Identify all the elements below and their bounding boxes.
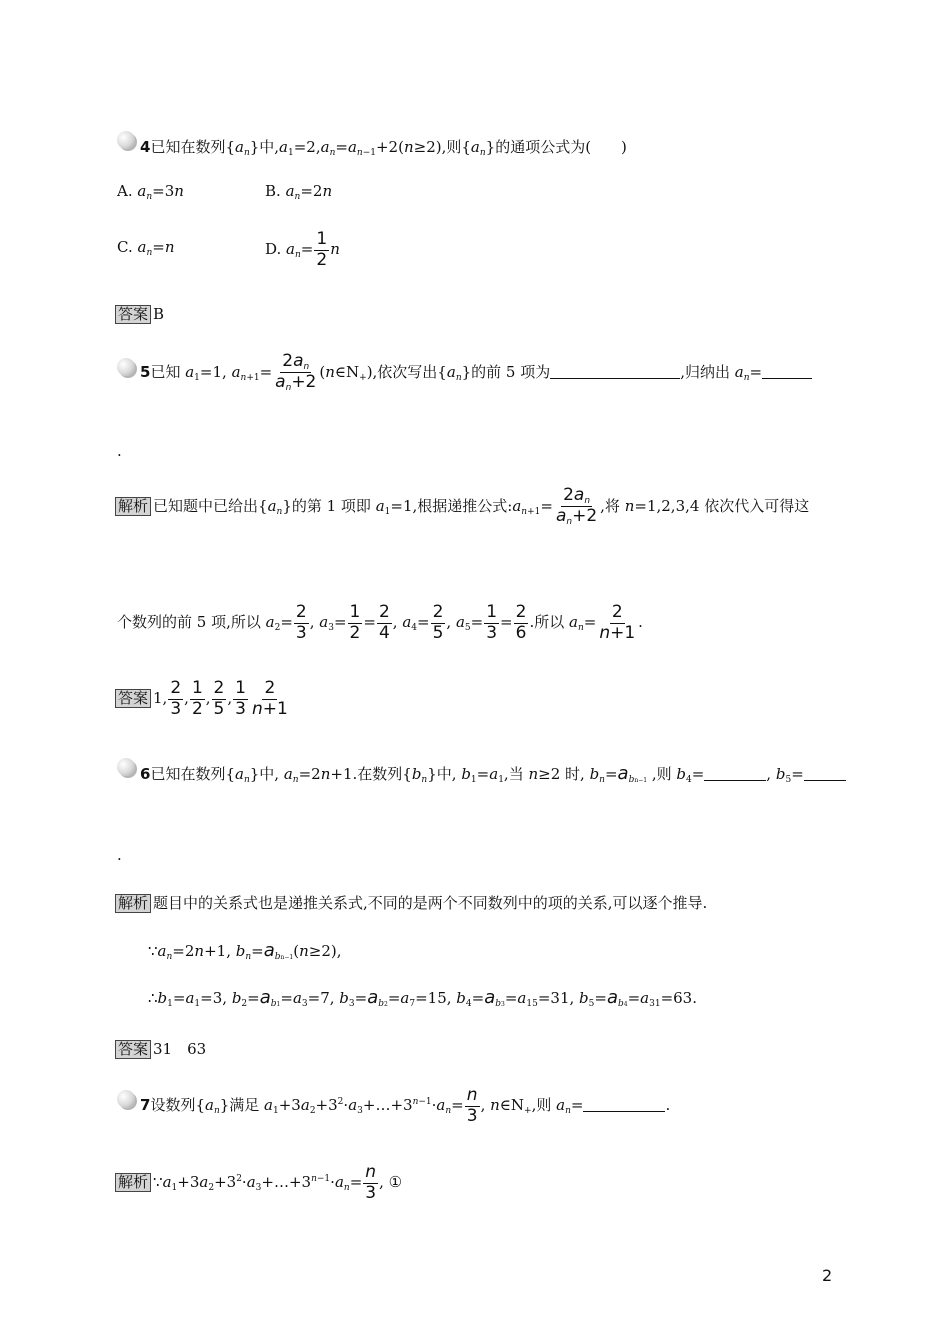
question-marker-icon <box>117 758 135 776</box>
analysis-6-line-1: 解析 题目中的关系式也是递推关系式,不同的是两个不同数列中的项的关系,可以逐个推导. <box>115 892 707 913</box>
option-b[interactable]: B. $a_n=2n$ <box>265 182 333 202</box>
option-a[interactable]: A. $a_n=3n$ <box>117 182 184 202</box>
option-d[interactable]: D. $a_n=$ $\frac{1}{2}$ n <box>265 229 340 270</box>
question-6-period: . <box>117 846 122 864</box>
analysis-tag: 解析 <box>115 497 151 516</box>
analysis-6-line-3: $\therefore b_1=a_1=3$, $b_2=a_{b1}=a_3=7$, $b_3=a_{b2}=a_7=15$, $b_4=a_{b3}=a_{15}=31$, $b_5=a_{b4}=a_{31}=63$. <box>148 987 697 1009</box>
page-number: 2 <box>822 1266 833 1285</box>
analysis-tag: 解析 <box>115 894 151 913</box>
analysis-7-line-1: 解析 $\because a_1+3a_2+3^2\cdot a_3+\dots+3^{n-1}\cdot a_n=$ $\frac{n}{3}$ , ① <box>115 1163 402 1203</box>
answer-5: 答案 1, $\frac{2}{3}$ , $\frac{1}{2}$ , $\frac{2}{5}$ , $\frac{1}{3}$ $\frac{2}{n+1}$ <box>115 679 291 719</box>
question-5-stem: 5已知 $a_1=1$, $a_{n+1}=$ $\frac{2a_n}{a_n+2}$ $(n\in N_+)$,依次写出$\{a_n\}$的前 5 项为 ,归纳出 $a_n=$ <box>140 352 812 394</box>
option-c[interactable]: C. $a_n=n$ <box>117 238 175 258</box>
question-marker-icon <box>117 131 135 149</box>
answer-4 <box>115 305 164 324</box>
analysis-5-line-1: 解析 已知题中已给出$\{a_n\}$的第 1 项即 $a_1=1$,根据递推公式$:a_{n+1}=$ $\frac{2a_n}{a_n+2}$ ,将 n=1,2,3,4 依次代入可得这 <box>115 486 809 528</box>
question-7-stem: 7设数列$\{a_n\}$满足 $a_1+3a_2+3^2\cdot a_3+\dots+3^{n-1}\cdot a_n=$ $\frac{n}{3}$ , $n\in N_+$,则 $a_n=$ . <box>140 1085 671 1126</box>
answer-tag: 答案 <box>115 689 151 708</box>
question-5-period: . <box>117 442 122 460</box>
question-marker-icon <box>117 358 135 376</box>
answer-tag: 答案 <box>115 1040 151 1059</box>
question-4-stem: 4已知在数列$\{a_n\}$中$,a_1=2,a_n=a_{n-1}+2(n\ge 2)$,则$\{a_n\}$的通项公式为( ) <box>140 138 627 158</box>
analysis-tag: 解析 <box>115 1173 151 1192</box>
question-6-stem: 6已知在数列$\{a_n\}$中, $a_n=2n+1$.在数列$\{b_n\}$中, $b_1=a_1$,当 n≥2 时, $b_n=a_{bn-1}$ ,则 $b_4=$ , $b_5=$ <box>140 763 846 785</box>
analysis-5-line-2: 个数列的前 5 项,所以 $a_2=$ $\frac{2}{3}$ , $a_3=$ $\frac{1}{2}$ = $\frac{2}{4}$ , $a_4=$ $\frac{2}{5}$ , $a_5=$ $\frac{1}{3}$ = $\frac{2}{6}$ .所以 $a_n=$ $\frac{2}{n+1}$ . <box>117 602 643 643</box>
answer-value: 31 63 <box>153 1040 207 1058</box>
question-marker-icon <box>117 1090 135 1108</box>
answer-6 <box>115 1038 206 1059</box>
answer-tag: 答案 <box>115 305 151 324</box>
analysis-6-line-2: $\because a_n=2n+1$, $b_n=a_{bn-1}(n\ge 2)$, <box>148 940 342 962</box>
answer-value: B <box>153 305 165 323</box>
